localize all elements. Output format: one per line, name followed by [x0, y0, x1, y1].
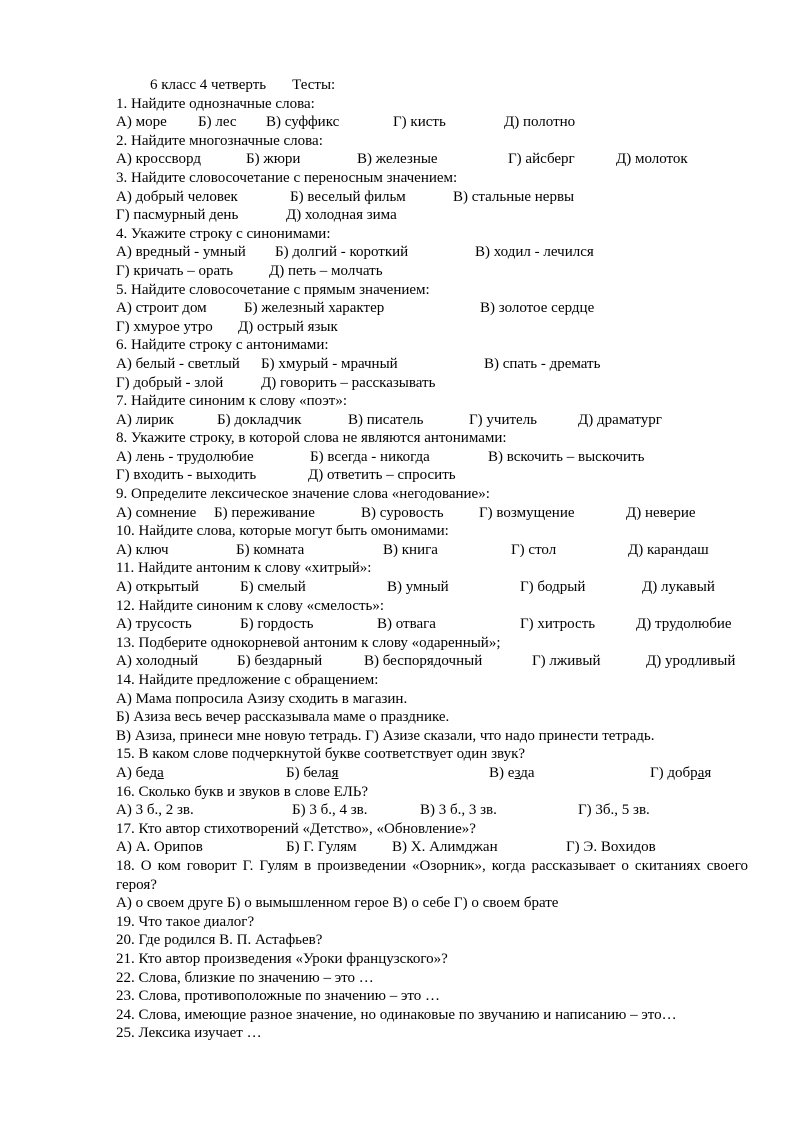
text-line: 4. Укажите строку с синонимами:	[116, 225, 331, 242]
answer-option: А) трусость	[116, 616, 192, 633]
answer-options	[116, 113, 748, 132]
answer-option: Д) молоток	[616, 151, 688, 168]
test-document	[116, 76, 748, 1043]
answer-option: Д) уродливый	[646, 653, 736, 670]
answer-option: Б) Г. Гулям	[286, 839, 357, 856]
text-line: 24. Слова, имеющие разное значение, но одинаковые по звучанию и написанию – это…	[116, 1006, 677, 1023]
text-line: 21. Кто автор произведения «Уроки французского»?	[116, 950, 448, 967]
answer-option: Г) хмурое утро	[116, 318, 213, 335]
answer-option: А) лень - трудолюбие	[116, 448, 254, 465]
answer-option: Д) полотно	[504, 114, 576, 131]
text-line: 12. Найдите синоним к слову «смелость»:	[116, 597, 385, 614]
answer-option: Г) пасмурный день	[116, 207, 239, 224]
text-line: 5. Найдите словосочетание с прямым значением:	[116, 281, 430, 298]
answer-option: Д) говорить – рассказывать	[261, 374, 436, 391]
text-line: 22. Слова, близкие по значению – это …	[116, 969, 374, 986]
text-line: 6. Найдите строку с антонимами:	[116, 337, 329, 354]
answer-option: В) беспорядочный	[364, 653, 483, 670]
answer-option: А) море	[116, 114, 167, 131]
answer-option: Д) лукавый	[642, 579, 715, 596]
text-line: 17. Кто автор стихотворений «Детство», «Обновление»?	[116, 820, 476, 837]
text-line: 13. Подберите однокорневой антоним к слову «одаренный»;	[116, 634, 501, 651]
answer-option: Д) холодная зима	[286, 207, 397, 224]
answer-option: А) лирик	[116, 411, 174, 428]
answer-option: В) книга	[383, 541, 438, 558]
answer-option: Д) карандаш	[628, 541, 709, 558]
answer-options	[116, 206, 748, 225]
answer-option: В) стальные нервы	[453, 188, 575, 205]
underlined-letter: з	[514, 764, 521, 781]
answer-option: Б) бездарный	[237, 653, 323, 670]
answer-option: А) сомнение	[116, 504, 197, 521]
answer-option: А) ключ	[116, 541, 169, 558]
text-line: 8. Укажите строку, в которой слова не являются антонимами:	[116, 430, 507, 447]
answer-option: Г) входить - выходить	[116, 467, 257, 484]
answer-option: Г) добрый - злой	[116, 374, 224, 391]
answer-option: В) умный	[387, 579, 449, 596]
answer-option: Б) долгий - короткий	[275, 244, 409, 261]
answer-option: Б) смелый	[240, 579, 306, 596]
answer-option: Г) учитель	[469, 411, 538, 428]
text-line: 19. Что такое диалог?	[116, 913, 255, 930]
answer-option: А) вредный - умный	[116, 244, 246, 261]
underlined-letter: а	[697, 764, 705, 781]
answer-option: Г) Э. Вохидов	[566, 839, 656, 856]
answer-option: А) строит дом	[116, 300, 207, 317]
answer-options	[116, 838, 748, 857]
answer-option: Б) веселый фильм	[290, 188, 406, 205]
text-line: 25. Лексика изучает …	[116, 1025, 262, 1042]
text-line: 3. Найдите словосочетание с переносным значением:	[116, 169, 458, 186]
answer-option: Д) петь – молчать	[269, 262, 383, 279]
answer-option: А) холодный	[116, 653, 199, 670]
answer-option: А) открытый	[116, 579, 199, 596]
answer-option: В) вскочить – выскочить	[488, 448, 645, 465]
answer-options	[116, 150, 748, 169]
underlined-letter: а	[157, 764, 164, 781]
answer-option: Б) жюри	[246, 151, 301, 168]
answer-option: Д) ответить – спросить	[308, 467, 456, 484]
answer-options	[116, 615, 748, 634]
text-line: 1. Найдите однозначные слова:	[116, 95, 315, 112]
question-list	[116, 95, 748, 1043]
answer-option: Д) острый язык	[238, 318, 338, 335]
answer-option: Б) 3 б., 4 зв.	[292, 802, 368, 819]
answer-option: В) писатель	[348, 411, 424, 428]
answer-option: Г) стол	[511, 541, 557, 558]
text-line: 20. Где родился В. П. Астафьев?	[116, 932, 323, 949]
answer-option: Г) бодрый	[520, 579, 586, 596]
text-line: Б) Азиза весь вечер рассказывала маме о празднике.	[116, 709, 450, 726]
answer-option: В) отвага	[377, 616, 436, 633]
answer-option: Б) гордость	[240, 616, 314, 633]
answer-option: Г) 3б., 5 зв.	[578, 802, 650, 819]
answer-option: А) добрый человек	[116, 188, 238, 205]
answer-options	[116, 374, 748, 393]
answer-options	[116, 801, 748, 820]
answer-option: Д) трудолюбие	[636, 616, 732, 633]
answer-options	[116, 578, 748, 597]
answer-options	[116, 652, 748, 671]
answer-option: В) суровость	[361, 504, 444, 521]
answer-option: А) белый - светлый	[116, 355, 240, 372]
answer-option: Б) комната	[236, 541, 305, 558]
answer-options	[116, 299, 748, 318]
answer-option: В) железные	[357, 151, 438, 168]
answer-option: Б) всегда - никогда	[310, 448, 430, 465]
answer-option: Д) драматург	[578, 411, 662, 428]
text-line: А) Мама попросила Азизу сходить в магазин.	[116, 690, 408, 707]
answer-options	[116, 243, 748, 262]
answer-options	[116, 504, 748, 523]
answer-option: Б) лес	[198, 114, 237, 131]
answer-options	[116, 411, 748, 430]
answer-option: Г) хитрость	[520, 616, 596, 633]
text-line: 11. Найдите антоним к слову «хитрый»:	[116, 560, 372, 577]
answer-options	[116, 188, 748, 207]
text-line: 7. Найдите синоним к слову «поэт»:	[116, 393, 348, 410]
answer-option: Б) хмурый - мрачный	[261, 355, 398, 372]
answer-options	[116, 541, 748, 560]
answer-option: А) беда	[116, 764, 164, 781]
text-line: 23. Слова, противоположные по значению – это …	[116, 988, 441, 1005]
text-line: 14. Найдите предложение с обращением:	[116, 672, 379, 688]
text-line: 10. Найдите слова, которые могут быть омонимами:	[116, 523, 449, 540]
answer-options	[116, 318, 748, 337]
answer-option: Г) кричать – орать	[116, 262, 234, 279]
answer-option: В) 3 б., 3 зв.	[420, 802, 497, 819]
text-line: А) о своем друге Б) о вымышленном герое В) о себе Г) о своем брате	[116, 895, 559, 912]
text-line: 16. Сколько букв и звуков в слове ЕЛЬ?	[116, 783, 369, 800]
answer-options	[116, 262, 748, 281]
answer-option: В) спать - дремать	[484, 355, 601, 372]
answer-option: Д) неверие	[626, 504, 696, 521]
answer-option: Г) кисть	[393, 114, 446, 131]
grade-label: 6 класс 4 четверть	[150, 77, 267, 93]
answer-options	[116, 448, 748, 467]
answer-options	[116, 355, 748, 374]
answer-option: В) суффикс	[266, 114, 340, 131]
answer-option: Б) переживание	[214, 504, 315, 521]
document-heading	[116, 76, 748, 95]
answer-option: А) 3 б., 2 зв.	[116, 802, 194, 819]
text-line: 15. В каком слове подчеркнутой букве соответствует один звук?	[116, 746, 526, 763]
test-title: Тесты:	[292, 77, 336, 93]
answer-options	[116, 466, 748, 485]
answer-option: А) кроссворд	[116, 151, 201, 168]
answer-option: Б) железный характер	[244, 300, 385, 317]
answer-option: В) Х. Алимджан	[392, 839, 498, 856]
answer-option: Г) возмущение	[479, 504, 575, 521]
answer-option: В) золотое сердце	[480, 300, 595, 317]
answer-option: Б) докладчик	[217, 411, 302, 428]
underlined-letter: я	[331, 764, 339, 781]
answer-option: В) езда	[489, 764, 535, 781]
answer-option: А) А. Орипов	[116, 839, 203, 856]
text-line: 2. Найдите многозначные слова:	[116, 132, 323, 149]
answer-option: Г) добрая	[650, 764, 712, 781]
answer-option: Г) лживый	[532, 653, 601, 670]
text-line: 18. О ком говорит Г. Гулям в произведении «Озорник», когда рассказывает о скитаниях своего героя?	[116, 857, 748, 893]
answer-option: В) ходил - лечился	[475, 244, 594, 261]
text-line: В) Азиза, принеси мне новую тетрадь. Г) Азизе сказали, что надо принести тетрадь.	[116, 727, 655, 744]
answer-options	[116, 764, 748, 783]
text-line: 9. Определите лексическое значение слова «негодование»:	[116, 486, 490, 503]
answer-option: Б) белая	[286, 764, 339, 781]
answer-option: Г) айсберг	[508, 151, 575, 168]
